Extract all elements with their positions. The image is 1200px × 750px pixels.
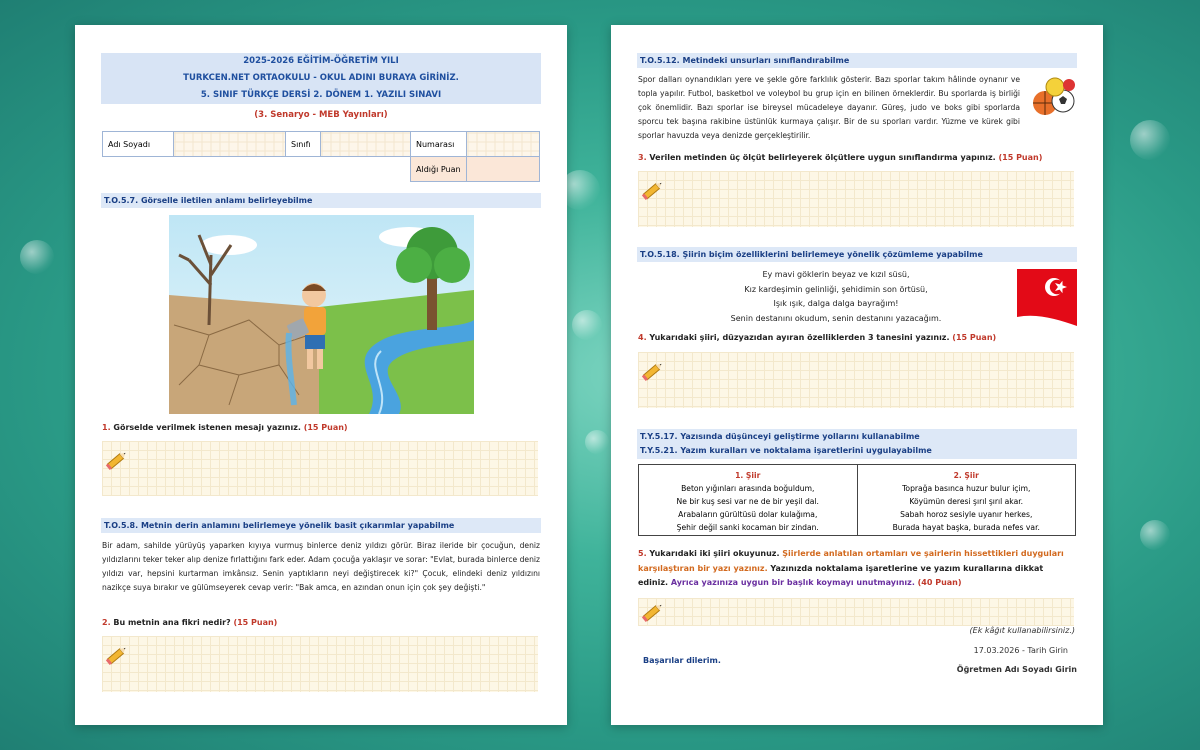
poem-2-line: Burada hayat başka, burada nefes var.: [892, 523, 1040, 532]
poem-1-column: [639, 465, 857, 535]
section-header-t-y-5-17: [637, 429, 1077, 459]
poem-2-title: 2. Şiir: [953, 471, 979, 480]
question-3-points: (15 Puan): [995, 153, 1043, 162]
water-bubble: [1140, 520, 1170, 550]
answer-area-4[interactable]: [638, 352, 1074, 408]
question-5-text-3: Yazınızda noktalama işaretlerine ve yazım kurallarına dikkat ediniz.: [638, 563, 1044, 587]
section-line-t-y-5-17: T.Y.5.17. Yazısında düşünceyi geliştirme yollarını kullanabilme: [640, 432, 920, 441]
pencil-icon: [640, 177, 666, 203]
pencil-icon: [104, 447, 130, 473]
starfish-story: Bir adam, sahilde yürüyüş yaparken kıyıya vurmuş binlerce deniz yıldızı görür. Biraz ileride bir çocuğun, deniz yıldızlarını teker teker alıp denize fırlattığını fark eder. Adam çocuğa yaklaşır ve sorar: "Evlat, burada binlerce deniz yıldızı var, hepsini kurtarman imkânsız. Senin yaptıkların neyi değiştirecek ki?" Çocuk, elindeki deniz yıldızını nazikçe suya bırakır ve gülümseyerek cevap verir: "Bak amca, en azından onun için çok şey değişti.": [102, 541, 540, 592]
section-line-t-y-5-21: T.Y.5.21. Yazım kuralları ve noktalama işaretlerini uygulayabilme: [640, 446, 932, 455]
question-5-text-2: Şiirlerde anlatılan ortamları ve şairlerin hissettikleri duyguları karşılaştıran bir yazı yazınız.: [638, 549, 1064, 573]
student-info-table: [102, 131, 540, 182]
poem-1-line: Arabaların gürültüsü dolar kulağıma,: [678, 510, 818, 519]
exam-page-1: [75, 25, 567, 725]
question-3-number: 3.: [638, 153, 647, 162]
poem-2-column: [857, 465, 1076, 535]
water-bubble: [572, 310, 602, 340]
poem-2-line: Toprağa basınca huzur bulur içim,: [902, 484, 1031, 493]
boy-watering-illustration: [169, 215, 474, 414]
question-3: [638, 153, 1042, 162]
answer-area-1[interactable]: [102, 441, 538, 496]
question-5-text-4: Ayrıca yazınıza uygun bir başlık koymayı unutmayınız.: [670, 578, 915, 587]
question-3-text: Verilen metinden üç ölçüt belirleyerek ölçütlere uygun sınıflandırma yapınız.: [646, 153, 996, 162]
scenario-label: (3. Senaryo - MEB Yayınları): [254, 110, 388, 120]
question-5: [638, 547, 1076, 591]
poems-comparison-table: [638, 464, 1076, 536]
section-header-t-o-5-7: T.O.5.7. Görselle iletilen anlamı belirleyebilme: [101, 193, 541, 208]
class-field[interactable]: [321, 132, 411, 157]
sports-text: Spor dalları oynandıkları yere ve şekle göre farklılık gösterir. Bazı sporlar takım hâlinde oynanır ve topla yapılır. Futbol, basketbol ve voleybol bu grup için en bilinen örneklerdir. Bu sporlarda iş birliği çok önemlidir. Bazı sporlar ise bireysel mücadeleye dayanır. Güreş, judo ve boks gibi sporlarda sporcu tek başına rakibine üstünlük kurmaya çalışır. Bir de su sporları vardır. Yüzme ve kürek gibi sporlar havuzda veya denizde gerçekleştirilir.: [638, 75, 1020, 140]
exam-date: 17.03.2026 - Tarih Girin: [973, 646, 1068, 655]
water-bubble: [20, 240, 54, 274]
poem-1-line: Şehir değil sanki kocaman bir zindan.: [676, 523, 819, 532]
poem-2-line: Sabah horoz sesiyle uyanır herkes,: [900, 510, 1033, 519]
pencil-icon: [640, 358, 666, 384]
question-4: [638, 333, 996, 342]
answer-area-5[interactable]: [638, 598, 1074, 626]
header-line-1: 2025-2026 EĞİTİM-ÖĞRETİM YILI: [243, 56, 399, 66]
number-field[interactable]: [467, 132, 540, 157]
extra-paper-note: (Ek kâğıt kullanabilirsiniz.): [969, 626, 1075, 635]
poem-line: Işık ışık, dalga dalga bayrağım!: [773, 299, 899, 308]
sports-balls-icon: [1031, 75, 1077, 117]
question-5-points: (40 Puan): [914, 578, 962, 587]
poem-1-line: Beton yığınları arasında boğuldum,: [681, 484, 815, 493]
section-header-t-o-5-18: T.O.5.18. Şiirin biçim özelliklerini belirlemeye yönelik çözümleme yapabilme: [637, 247, 1077, 262]
poem-line: Senin destanını okudum, senin destanını yazacağım.: [730, 313, 942, 323]
turkish-flag-icon: [1017, 269, 1077, 326]
question-2-number: 2.: [102, 618, 111, 627]
water-bubble: [1130, 120, 1170, 160]
answer-area-3[interactable]: [638, 171, 1074, 227]
poem-2-line: Köyümün deresi şırıl şırıl akar.: [909, 497, 1024, 506]
poem-1-title: 1. Şiir: [735, 471, 761, 480]
good-luck-text: Başarılar dilerim.: [643, 656, 721, 665]
score-field[interactable]: [467, 157, 540, 182]
question-1-text: Görselde verilmek istenen mesajı yazınız.: [110, 423, 301, 432]
question-4-number: 4.: [638, 333, 647, 342]
teacher-name: Öğretmen Adı Soyadı Girin: [956, 665, 1077, 674]
question-2-text: Bu metnin ana fikri nedir?: [110, 618, 231, 627]
header-line-2: TURKCEN.NET ORTAOKULU - OKUL ADINI BURAYA GİRİNİZ.: [183, 73, 459, 83]
question-5-text-1: Yukarıdaki iki şiiri okuyunuz.: [646, 549, 783, 558]
question-2: [102, 618, 277, 627]
question-4-points: (15 Puan): [949, 333, 997, 342]
class-label: Sınıfı: [286, 132, 321, 157]
pencil-icon: [104, 642, 130, 668]
name-field[interactable]: [174, 132, 286, 157]
water-bubble: [585, 430, 609, 454]
answer-area-2[interactable]: [102, 636, 538, 692]
question-1: [102, 423, 348, 432]
question-5-number: 5.: [638, 549, 647, 558]
number-label: Numarası: [411, 132, 467, 157]
question-4-text: Yukarıdaki şiiri, düzyazıdan ayıran özelliklerden 3 tanesini yazınız.: [646, 333, 950, 342]
question-2-points: (15 Puan): [230, 618, 278, 627]
pencil-icon: [640, 599, 666, 625]
name-label: Adı Soyadı: [103, 132, 174, 157]
poem-line: Ey mavi göklerin beyaz ve kızıl süsü,: [762, 270, 910, 279]
question-1-number: 1.: [102, 423, 111, 432]
question-1-points: (15 Puan): [300, 423, 348, 432]
poem-1-line: Ne bir kuş sesi var ne de bir yeşil dal.: [676, 497, 819, 506]
flag-poem: [651, 268, 1021, 326]
poem-line: Kız kardeşimin gelinliği, şehidimin son örtüsü,: [744, 284, 928, 294]
section-header-t-o-5-12: T.O.5.12. Metindeki unsurları sınıflandırabilme: [637, 53, 1077, 68]
exam-header: [101, 53, 541, 104]
exam-page-2: [611, 25, 1103, 725]
header-line-3: 5. SINIF TÜRKÇE DERSİ 2. DÖNEM 1. YAZILI SINAVI: [200, 90, 442, 100]
section-header-t-o-5-8: T.O.5.8. Metnin derin anlamını belirlemeye yönelik basit çıkarımlar yapabilme: [101, 518, 541, 533]
score-label: Aldığı Puan: [411, 157, 467, 182]
